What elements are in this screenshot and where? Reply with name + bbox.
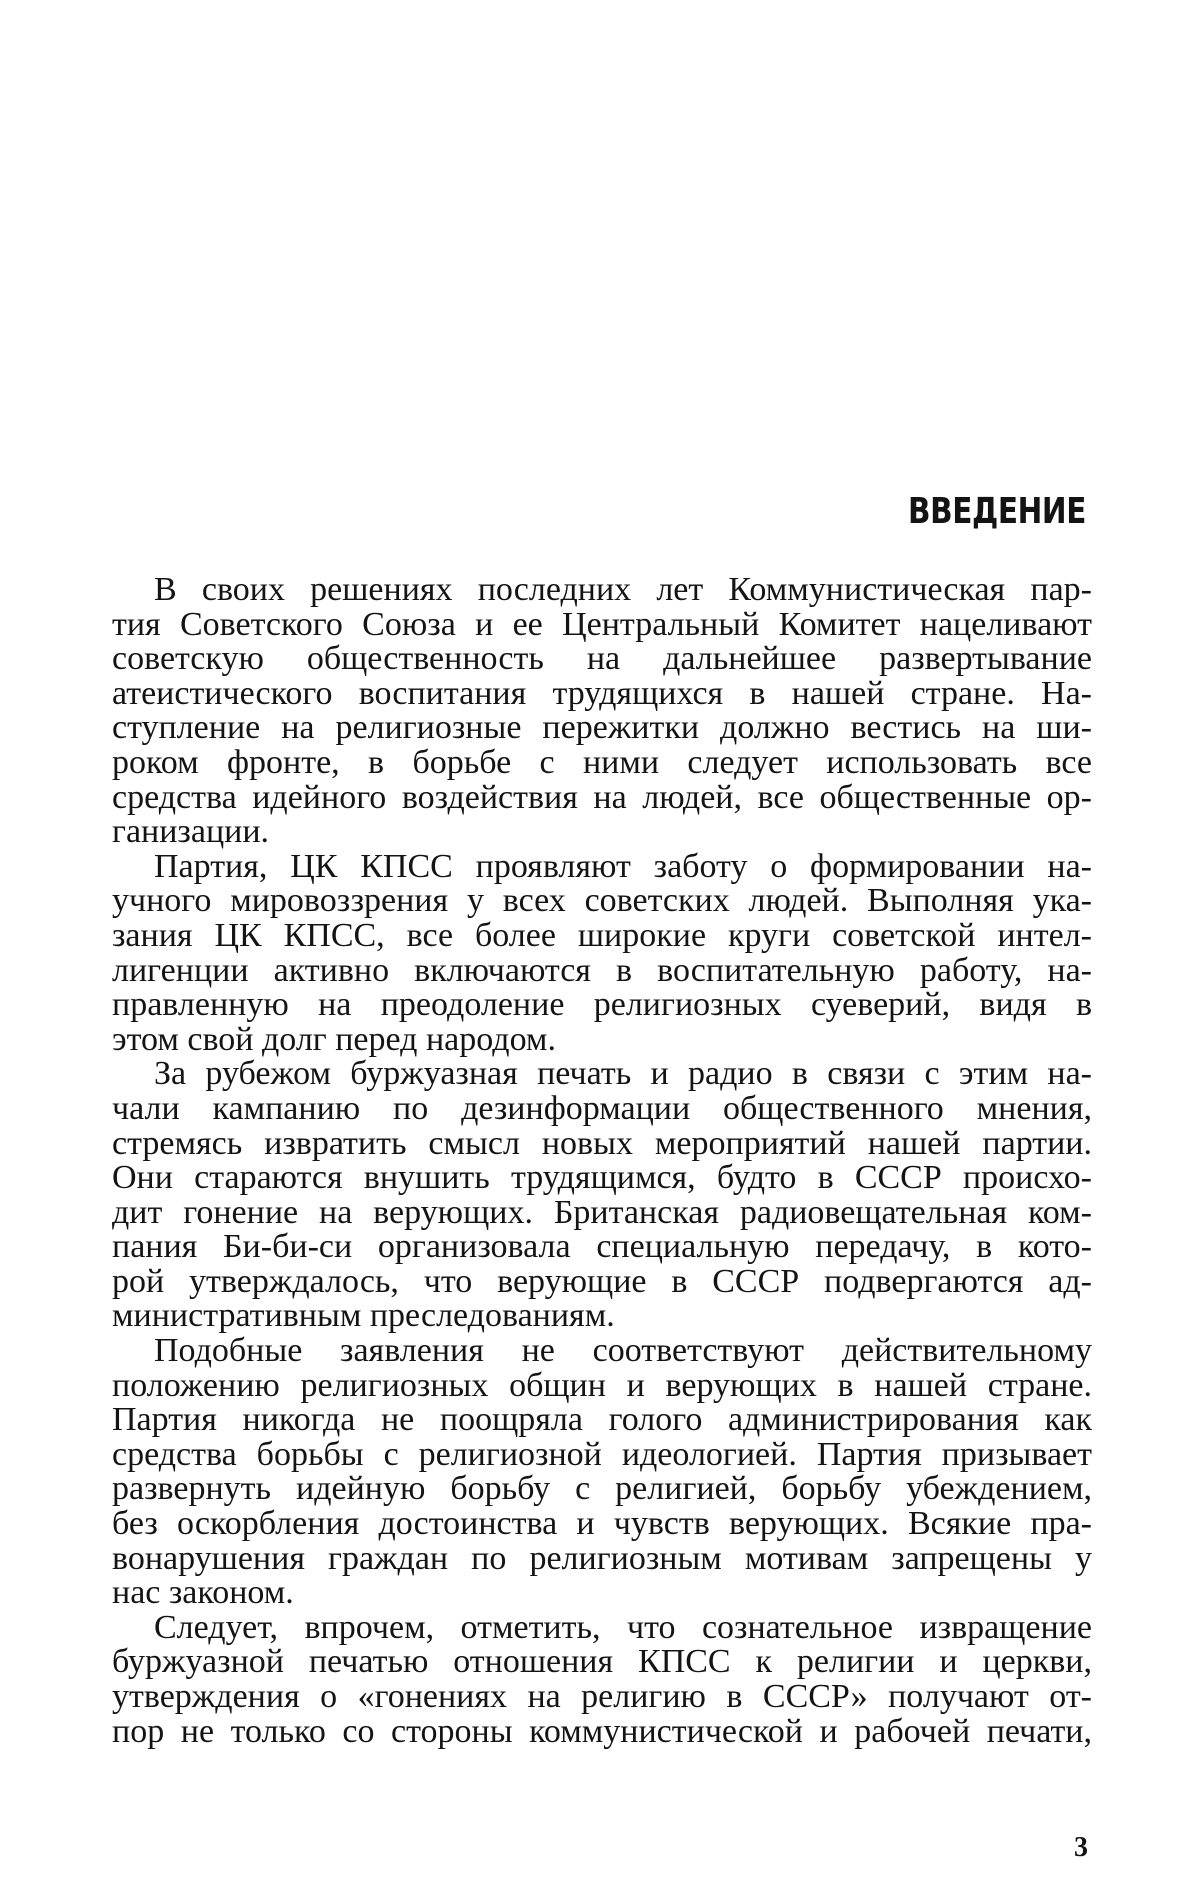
text-line: роком фронте, в борьбе с ними следует использовать все bbox=[112, 743, 1092, 781]
text-line: средства борьбы с религиозной идеологией. Партия призывает bbox=[112, 1435, 1092, 1473]
text-line: утверждения о «гонениях на религию в СССР» получают от- bbox=[112, 1678, 1092, 1715]
text-line: министративным преследованиям. bbox=[112, 1297, 615, 1335]
text-line: рой утверждалось, что верующие в СССР подвергаются ад- bbox=[112, 1262, 1092, 1300]
paragraph-5 bbox=[112, 1608, 1092, 1750]
text-line: положению религиозных общин и верующих в нашей стране. bbox=[112, 1366, 1092, 1404]
text-line: нас законом. bbox=[112, 1574, 294, 1612]
paragraph-4 bbox=[112, 1334, 1092, 1611]
body-text bbox=[112, 573, 1092, 1749]
text-line: буржуазной печатью отношения КПСС к религии и церкви, bbox=[112, 1643, 1092, 1681]
text-line: Партия, ЦК КПСС проявляют заботу о формировании на- bbox=[154, 847, 1092, 885]
chapter-heading: ВВЕДЕНИЕ bbox=[908, 491, 1086, 532]
paragraph-1 bbox=[112, 573, 1092, 850]
text-line: развернуть идейную борьбу с религией, борьбу убеждением, bbox=[112, 1470, 1092, 1508]
paragraph-3 bbox=[112, 1057, 1092, 1334]
text-line: средства идейного воздействия на людей, все общественные ор- bbox=[112, 778, 1092, 816]
text-line: правленную на преодоление религиозных суеверий, видя в bbox=[112, 986, 1092, 1024]
text-line: без оскорбления достоинства и чувств верующих. Всякие пра- bbox=[112, 1505, 1092, 1543]
text-line: атеистического воспитания трудящихся в нашей стране. На- bbox=[112, 674, 1092, 712]
text-line: дит гонение на верующих. Британская радиовещательная ком- bbox=[112, 1193, 1092, 1231]
text-line: ганизации. bbox=[112, 813, 270, 851]
text-line: зания ЦК КПСС, все более широкие круги советской интел- bbox=[112, 916, 1092, 954]
text-line: тия Советского Союза и ее Центральный Комитет нацеливают bbox=[112, 605, 1092, 643]
text-line: пор не только со стороны коммунистической и рабочей печати, bbox=[112, 1712, 1092, 1750]
text-line: ступление на религиозные пережитки должно вестись на ши- bbox=[112, 709, 1092, 747]
text-line: чали кампанию по дезинформации общественного мнения, bbox=[112, 1089, 1092, 1127]
text-line: В своих решениях последних лет Коммунистическая пар- bbox=[154, 571, 1092, 608]
text-line: Подобные заявления не соответствуют действительному bbox=[154, 1332, 1092, 1370]
text-line: советскую общественность на дальнейшее развертывание bbox=[112, 640, 1092, 678]
text-line: лигенции активно включаются в воспитательную работу, на- bbox=[112, 951, 1092, 989]
text-line: За рубежом буржуазная печать и радио в связи с этим на- bbox=[154, 1055, 1092, 1093]
text-line: Они стараются внушить трудящимся, будто в СССР происхо- bbox=[112, 1159, 1092, 1197]
text-line: этом свой долг перед народом. bbox=[112, 1020, 556, 1058]
text-line: учного мировоззрения у всех советских людей. Выполняя ука- bbox=[112, 882, 1092, 920]
text-line: Следует, впрочем, отметить, что сознательное извращение bbox=[154, 1608, 1092, 1646]
paragraph-2 bbox=[112, 847, 1092, 1058]
text-line: Партия никогда не поощряла голого администрирования как bbox=[112, 1401, 1092, 1439]
text-line: пания Би-би-си организовала специальную передачу, в кото- bbox=[112, 1228, 1092, 1266]
page-number: 3 bbox=[1074, 1832, 1088, 1863]
text-line: вонарушения граждан по религиозным мотивам запрещены у bbox=[112, 1539, 1092, 1577]
text-line: стремясь извратить смысл новых мероприятий нашей партии. bbox=[112, 1124, 1092, 1162]
